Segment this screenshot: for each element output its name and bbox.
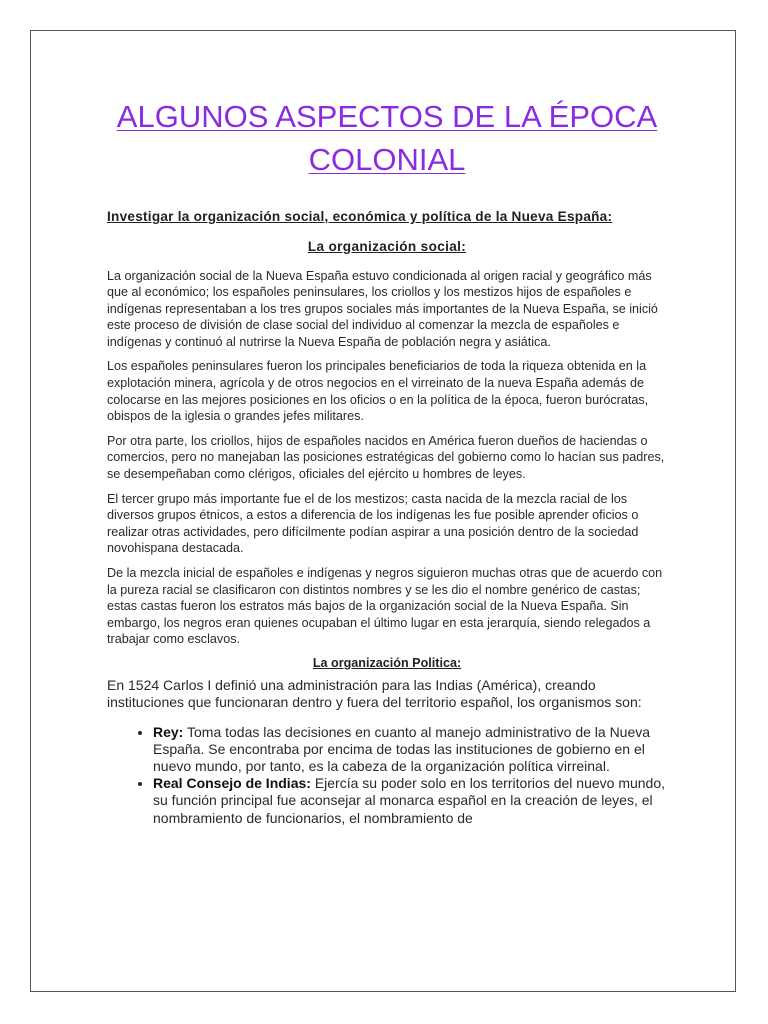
document-content: [107, 95, 667, 827]
social-paragraph: La organización social de la Nueva España estuvo condicionada al origen racial y geográfico más que al económico; los españoles peninsulares, los criollos y los mestizos hijos de españoles e indígenas representaban a los tres grupos sociales más importantes de la Nueva España, se inició este proceso de división de clase social del individuo al comenzar la mezcla de españoles e indígenas y continuó al nutrirse la Nueva España de población negra y asiática.: [107, 268, 658, 349]
social-paragraph: El tercer grupo más importante fue el de los mestizos; casta nacida de la mezcla racial de los diversos grupos étnicos, a estos a diferencia de los indígenas les fue posible aprender oficios o realizar otras actividades, pero difícilmente podían aspirar a una posición dentro de la sociedad novohispana destacada.: [107, 491, 639, 556]
organism-name: Rey:: [153, 723, 184, 740]
organism-description: Ejercía su poder solo en los territorios del nuevo mundo, su función principal fue aconsejar al monarca español en la creación de leyes, el nombramiento de funcionarios, el nombramiento de: [153, 775, 666, 826]
political-heading: La organización Politica:: [312, 655, 462, 670]
research-question: Investigar la organización social, económica y política de la Nueva España:: [107, 209, 613, 224]
document-page: [30, 30, 736, 992]
organism-name: Real Consejo de Indias:: [153, 775, 311, 792]
social-paragraph: Por otra parte, los criollos, hijos de españoles nacidos en América fueron dueños de haciendas o comercios, pero no manejaban las posiciones estratégicas del gobierno como lo hacían sus padres, se desempeñaban como clérigos, oficiales del ejército u hombres de leyes.: [107, 433, 665, 482]
social-paragraph: Los españoles peninsulares fueron los principales beneficiarios de toda la riqueza obtenida en la explotación minera, agrícola y de otros negocios en el virreinato de la nueva España además de colocarse en las mejores posiciones en los oficios o en la política de la época, fueron burócratas, obispos de la iglesia o grandes jefes militares.: [107, 359, 649, 424]
document-title: ALGUNOS ASPECTOS DE LA ÉPOCA COLONIAL: [116, 99, 658, 177]
organisms-list: [107, 724, 667, 827]
social-paragraph: De la mezcla inicial de españoles e indígenas y negros siguieron muchas otras que de acuerdo con la pureza racial se clasificaron con distintos nombres y se les dio el nombre genérico de castas; estas castas fueron los estratos más bajos de la organización social de la Nueva España. Sin embargo, los negros eran quienes ocupaban el último lugar en esta jerarquía, siendo relegados a trabajar como esclavos.: [107, 566, 663, 647]
political-intro: En 1524 Carlos I definió una administración para las Indias (América), creando instituciones que funcionaran dentro y fuera del territorio español, los organismos son:: [107, 676, 642, 711]
organism-description: Toma todas las decisiones en cuanto al manejo administrativo de la Nueva España. Se encontraba por encima de todas las instituciones de gobierno en el nuevo mundo, por tanto, es la cabeza de la organización política virreinal.: [153, 723, 651, 774]
list-item: [153, 724, 667, 776]
list-item: [153, 775, 667, 827]
social-heading: La organización social:: [307, 238, 467, 254]
